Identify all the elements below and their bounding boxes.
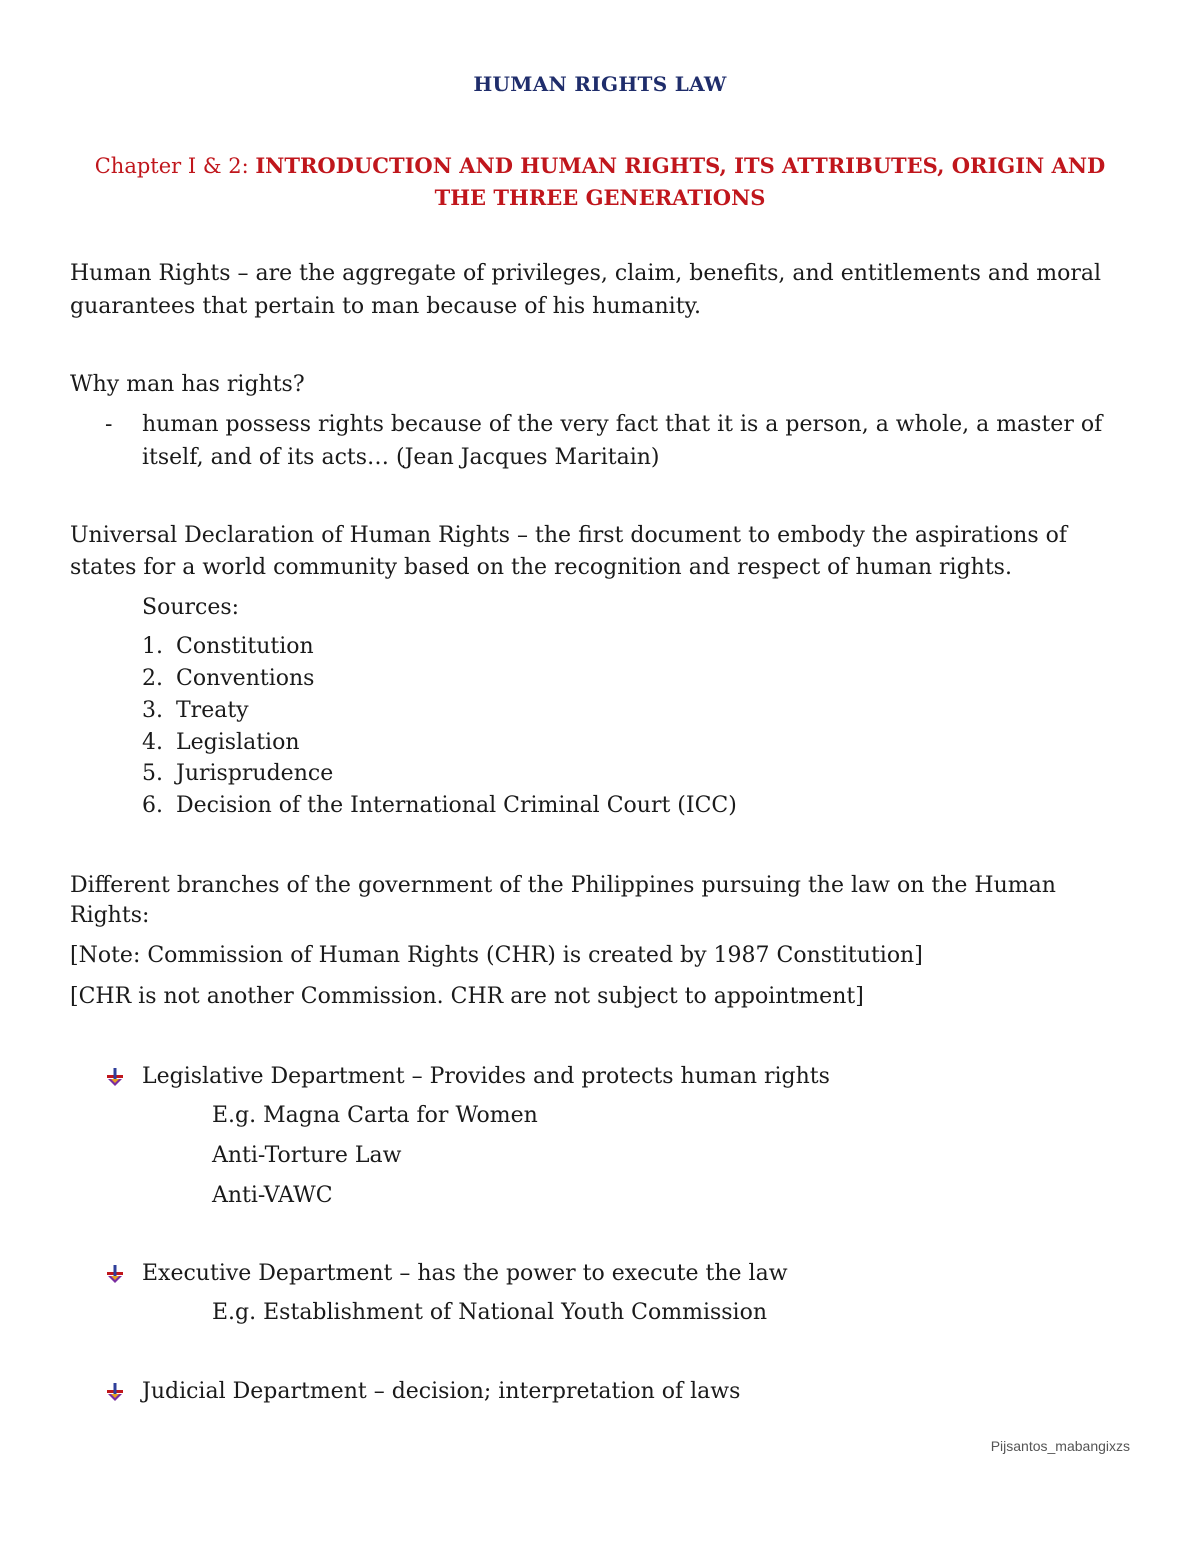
document-title: HUMAN RIGHTS LAW — [473, 72, 727, 96]
arrow-down-icon — [105, 1263, 125, 1289]
branch-executive: Executive Department – has the power to execute the law — [142, 1261, 788, 1286]
list-item: Legislation — [176, 730, 300, 755]
list-item: Jurisprudence — [176, 761, 334, 786]
note-line1: [Note: Commission of Human Rights (CHR) is created by 1987 Constitution] — [70, 943, 923, 968]
chapter-title-line2: THE THREE GENERATIONS — [434, 185, 766, 210]
footer-author: Pijsantos_mabangixzs — [990, 1438, 1130, 1454]
sources-label: Sources: — [142, 595, 240, 620]
list-item-number: 6. — [142, 793, 163, 818]
example-item: Anti-Torture Law — [212, 1143, 402, 1168]
example-item: Anti-VAWC — [212, 1183, 333, 1208]
why-answer-line1: human possess rights because of the very fact that it is a person, a whole, a master of — [142, 412, 1103, 437]
definition-line2: guarantees that pertain to man because of his humanity. — [70, 294, 702, 319]
branch-legislative: Legislative Department – Provides and protects human rights — [142, 1064, 830, 1089]
example-item: E.g. Magna Carta for Women — [212, 1103, 538, 1128]
udhr-line1: Universal Declaration of Human Rights – the first document to embody the aspirations of — [70, 523, 1068, 548]
why-answer-line2: itself, and of its acts… (Jean Jacques Maritain) — [142, 445, 660, 470]
list-item-number: 5. — [142, 761, 163, 786]
udhr-line2: states for a world community based on the recognition and respect of human rights. — [70, 555, 1012, 580]
list-item-number: 4. — [142, 730, 163, 755]
branch-judicial: Judicial Department – decision; interpretation of laws — [142, 1379, 741, 1404]
list-item: Treaty — [176, 698, 249, 723]
arrow-down-icon — [105, 1381, 125, 1407]
branches-line2: Rights: — [70, 903, 150, 928]
example-item: E.g. Establishment of National Youth Commission — [212, 1300, 768, 1325]
chapter-title-line1: INTRODUCTION AND HUMAN RIGHTS, ITS ATTRIBUTES, ORIGIN AND — [255, 153, 1106, 178]
list-item: Decision of the International Criminal Court (ICC) — [176, 793, 737, 818]
list-item: Conventions — [176, 666, 315, 691]
list-item-number: 1. — [142, 634, 163, 659]
why-question: Why man has rights? — [70, 372, 305, 397]
dash-bullet: - — [105, 412, 113, 437]
chapter-heading — [70, 150, 1130, 214]
arrow-down-icon — [105, 1066, 125, 1092]
list-item-number: 3. — [142, 698, 163, 723]
chapter-prefix: Chapter I & 2: — [94, 154, 256, 178]
branches-line1: Different branches of the government of the Philippines pursuing the law on the Human — [70, 873, 1056, 898]
list-item: Constitution — [176, 634, 314, 659]
list-item-number: 2. — [142, 666, 163, 691]
note-line2: [CHR is not another Commission. CHR are not subject to appointment] — [70, 984, 864, 1009]
definition-line1: Human Rights – are the aggregate of privileges, claim, benefits, and entitlements and moral — [70, 261, 1101, 286]
